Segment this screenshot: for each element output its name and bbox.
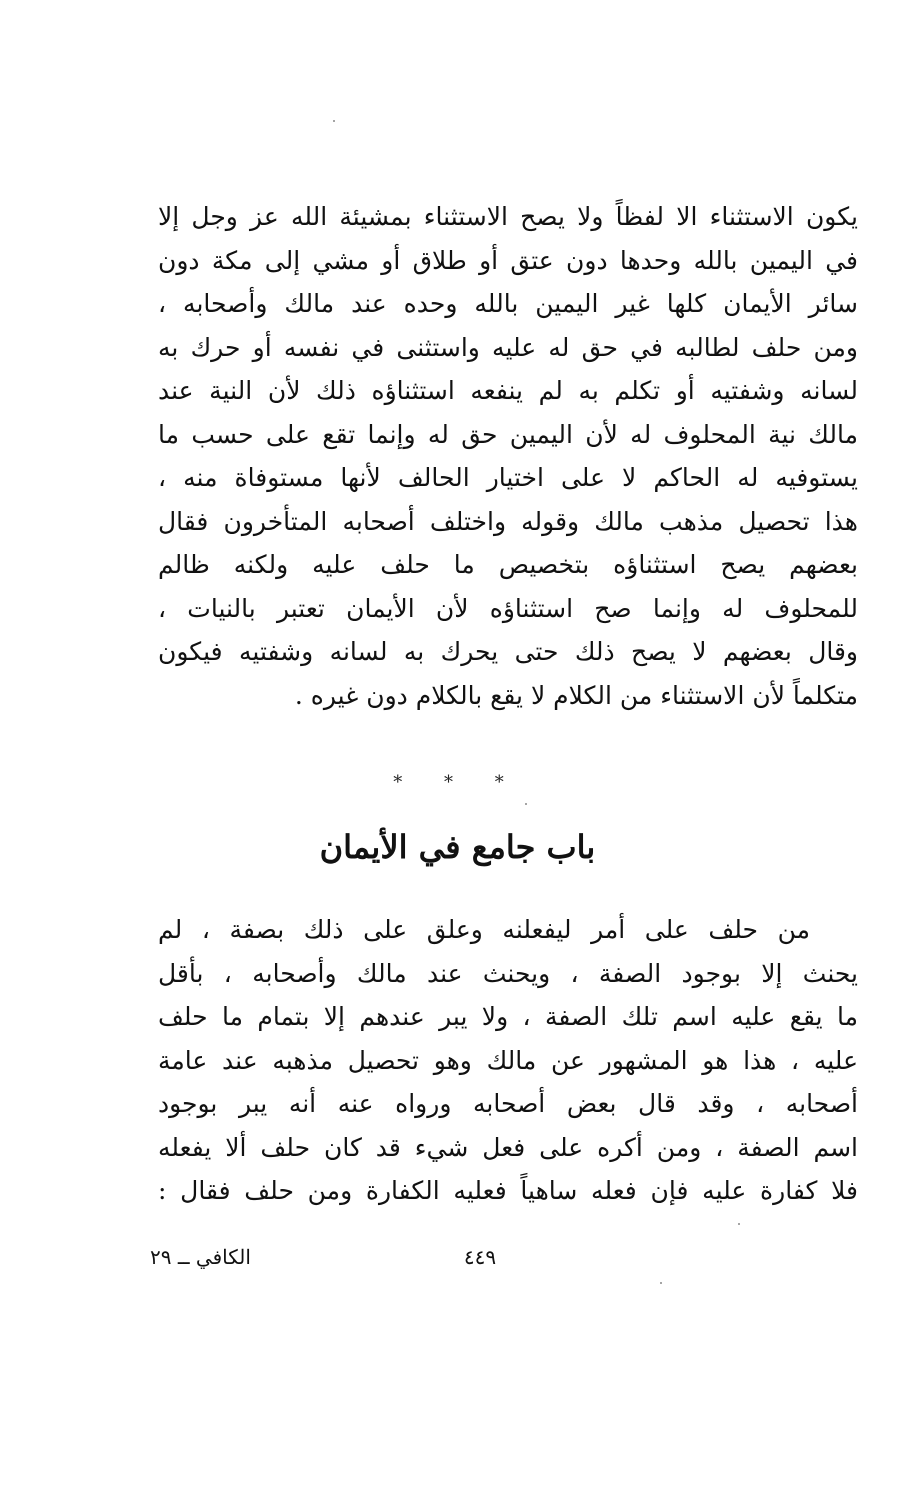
text-line: فلا كفارة عليه فإن فعله ساهياً فعليه الكفارة ومن حلف فقال : — [158, 1176, 858, 1205]
text-line: أصحابه ، وقد قال بعض أصحابه ورواه عنه أنه يبر بوجود — [158, 1089, 858, 1118]
text-line: سائر الأيمان كلها غير اليمين بالله وحده عند مالك وأصحابه ، — [158, 289, 858, 318]
text-line: هذا تحصيل مذهب مالك وقوله واختلف أصحابه المتأخرون فقال — [158, 506, 858, 536]
text-line: ومن حلف لطالبه في حق له عليه واستثنى في نفسه أو حرك به — [158, 332, 858, 362]
paragraph-aymaan — [158, 908, 858, 1213]
text-line: متكلماً لأن الاستثناء من الكلام لا يقع بالكلام دون غيره . — [294, 680, 858, 710]
text-line: في اليمين بالله وحدها دون عتق أو طلاق أو مشي إلى مكة دون — [158, 245, 858, 275]
text-line: ما يقع عليه اسم تلك الصفة ، ولا يبر عندهم إلا بتمام ما حلف — [158, 1002, 858, 1031]
ink-speck — [525, 803, 527, 805]
ink-speck — [333, 120, 335, 122]
text-line: مالك نية المحلوف له لأن اليمين حق له وإنما تقع على حسب ما — [158, 419, 858, 449]
text-line: يستوفيه له الحاكم لا على اختيار الحالف لأنها مستوفاة منه ، — [158, 463, 858, 492]
signature-mark: الكافي ــ ٢٩ — [150, 1245, 251, 1269]
text-line: وقال بعضهم لا يصح ذلك حتى يحرك به لسانه وشفتيه فيكون — [158, 637, 858, 666]
text-line: يحنث إلا بوجود الصفة ، ويحنث عند مالك وأصحابه ، بأقل — [158, 958, 858, 988]
page-number: ٤٤٩ — [463, 1245, 497, 1269]
paragraph-istithna — [158, 195, 858, 717]
section-separator: * * * — [393, 772, 522, 793]
ink-speck — [738, 1223, 740, 1225]
text-line: عليه ، هذا هو المشهور عن مالك وهو تحصيل مذهبه عند عامة — [158, 1045, 858, 1075]
text-line: من حلف على أمر ليفعلنه وعلق على ذلك بصفة ، لم — [158, 915, 810, 944]
ink-speck — [660, 1282, 662, 1284]
section-title: باب جامع في الأيمان — [319, 828, 596, 866]
text-line: اسم الصفة ، ومن أكره على فعل شيء قد كان حلف ألا يفعله — [158, 1132, 858, 1162]
text-line: بعضهم يصح استثناؤه بتخصيص ما حلف عليه ولكنه ظالم — [158, 550, 858, 579]
text-line: للمحلوف له وإنما صح استثناؤه لأن الأيمان تعتبر بالنيات ، — [158, 593, 858, 623]
text-line: لسانه وشفتيه أو تكلم به لم ينفعه استثناؤه ذلك لأن النية عند — [158, 376, 858, 405]
text-line: يكون الاستثناء الا لفظاً ولا يصح الاستثناء بمشيئة الله عز وجل إلا — [158, 202, 858, 231]
